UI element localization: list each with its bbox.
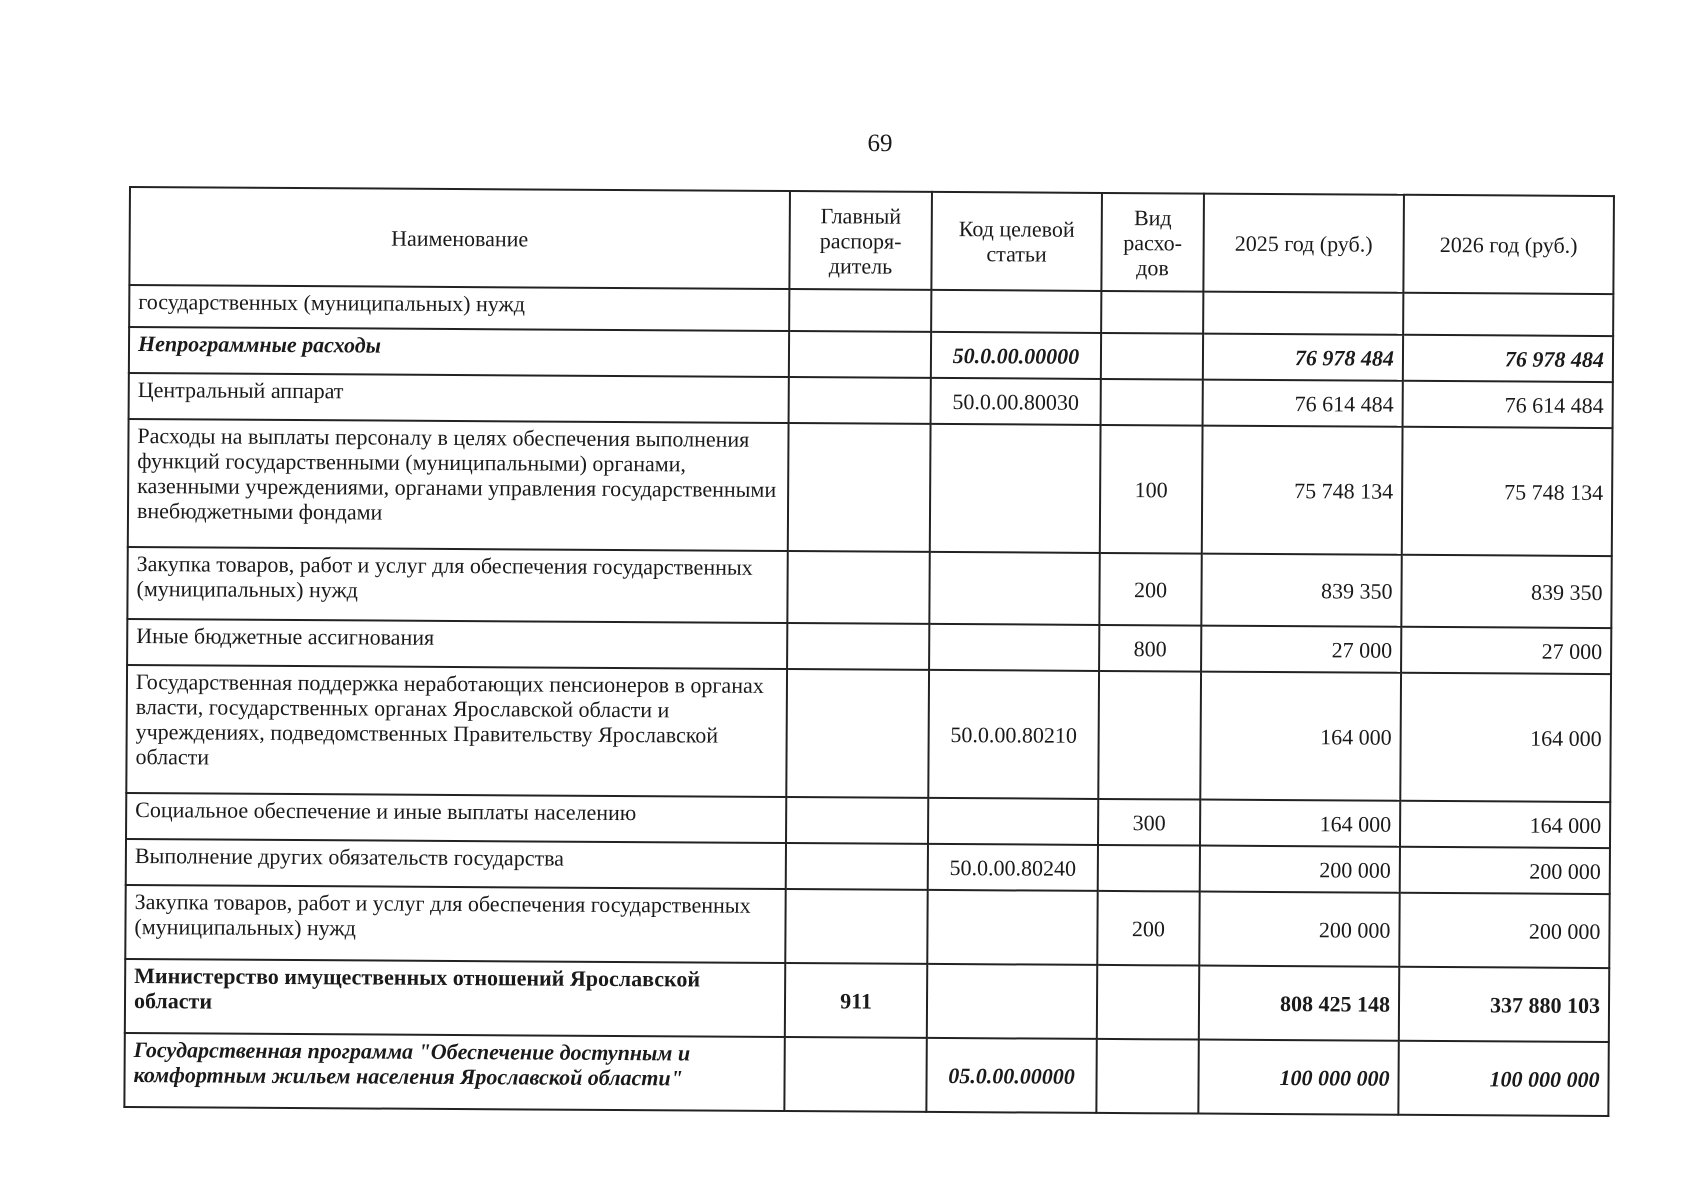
row-2026: 75 748 134 [1402, 427, 1613, 556]
row-manager [786, 843, 928, 890]
row-code: 50.0.00.80030 [931, 378, 1101, 425]
row-name: Министерство имущественных отношений Ярославской области [125, 959, 785, 1037]
row-2026: 164 000 [1400, 673, 1611, 802]
row-name: Непрограммные расходы [129, 327, 789, 377]
row-manager [785, 889, 927, 964]
row-code: 50.0.00.80240 [928, 844, 1098, 891]
row-2025 [1203, 292, 1403, 335]
row-manager [784, 1037, 926, 1112]
row-2026: 76 614 484 [1403, 381, 1613, 428]
table-row [125, 885, 1609, 968]
row-type [1101, 333, 1203, 380]
row-name: Центральный аппарат [129, 373, 789, 423]
row-code [930, 424, 1101, 553]
row-2025: 164 000 [1200, 800, 1400, 847]
row-2026: 337 880 103 [1399, 967, 1609, 1042]
row-code [927, 890, 1097, 965]
row-2026 [1403, 293, 1613, 336]
table-row [127, 547, 1611, 628]
header-type: Вид расхо-дов [1101, 193, 1204, 292]
row-code [929, 624, 1099, 671]
row-2025: 76 978 484 [1203, 334, 1403, 381]
row-type: 200 [1097, 891, 1199, 966]
row-type: 200 [1099, 553, 1201, 626]
row-2026: 76 978 484 [1403, 335, 1613, 382]
row-2025: 27 000 [1201, 626, 1401, 673]
row-manager [789, 331, 931, 378]
header-2025: 2025 год (руб.) [1203, 194, 1404, 293]
row-type [1097, 965, 1199, 1040]
row-name: Государственная программа "Обеспечение доступным и комфортным жильем населения Ярославской области" [124, 1033, 784, 1111]
page-number: 69 [867, 130, 893, 157]
row-type: 100 [1100, 425, 1203, 554]
row-2025: 808 425 148 [1199, 966, 1399, 1041]
table-row [124, 1033, 1608, 1116]
row-manager [787, 551, 929, 624]
row-2026: 200 000 [1399, 893, 1609, 968]
row-manager [789, 377, 931, 424]
row-2026: 200 000 [1400, 847, 1610, 894]
table-row [126, 665, 1611, 802]
row-type [1096, 1039, 1198, 1114]
row-2026: 839 350 [1401, 555, 1611, 628]
row-type [1098, 845, 1200, 892]
header-name: Наименование [129, 187, 790, 289]
row-name: государственных (муниципальных) нужд [129, 285, 789, 331]
row-name: Выполнение других обязательств государства [126, 839, 786, 889]
row-manager [787, 623, 929, 670]
row-manager [789, 289, 931, 332]
header-manager: Главный распоря-дитель [789, 191, 932, 290]
row-2025: 75 748 134 [1202, 426, 1403, 555]
row-name: Государственная поддержка неработающих пенсионеров в органах власти, государственных органах Ярославской области и учреждениях, подведомственных Правительству Ярославской области [126, 665, 787, 797]
row-name: Закупка товаров, работ и услуг для обеспечения государственных (муниципальных) нужд [127, 547, 787, 623]
row-type [1098, 671, 1201, 800]
row-2026: 164 000 [1400, 801, 1610, 848]
row-code [929, 552, 1099, 625]
row-2025: 164 000 [1200, 672, 1401, 801]
row-code [931, 290, 1101, 333]
row-manager [788, 423, 931, 552]
row-type: 300 [1098, 799, 1200, 846]
row-2025: 839 350 [1201, 554, 1401, 627]
row-type: 800 [1099, 625, 1201, 672]
row-name: Иные бюджетные ассигнования [127, 619, 787, 669]
row-manager [786, 669, 929, 798]
budget-table [123, 186, 1615, 1117]
table-row [125, 959, 1609, 1042]
row-code [927, 964, 1097, 1039]
table-header-row [129, 187, 1614, 294]
row-name: Социальное обеспечение и иные выплаты населению [126, 793, 786, 843]
row-type [1101, 379, 1203, 426]
row-manager [786, 797, 928, 844]
row-code: 05.0.00.00000 [926, 1038, 1096, 1113]
row-2025: 76 614 484 [1203, 380, 1403, 427]
header-2026: 2026 год (руб.) [1403, 195, 1614, 294]
header-code: Код целевой статьи [931, 192, 1102, 291]
row-name: Закупка товаров, работ и услуг для обеспечения государственных (муниципальных) нужд [125, 885, 785, 963]
row-2025: 200 000 [1199, 892, 1399, 967]
row-2026: 100 000 000 [1398, 1041, 1608, 1116]
table-row [128, 419, 1613, 556]
row-type [1101, 291, 1203, 334]
row-name: Расходы на выплаты персоналу в целях обеспечения выполнения функций государственными (муниципальными) органами, казенными учреждениями, органами управления государственными внебюджетными фондами [128, 419, 789, 551]
row-2026: 27 000 [1401, 627, 1611, 674]
row-code [928, 798, 1098, 845]
budget-table-wrapper [123, 186, 1613, 1117]
row-2025: 100 000 000 [1198, 1040, 1398, 1115]
row-2025: 200 000 [1200, 846, 1400, 893]
row-code: 50.0.00.00000 [931, 332, 1101, 379]
row-manager: 911 [785, 963, 927, 1038]
row-code: 50.0.00.80210 [928, 670, 1099, 799]
